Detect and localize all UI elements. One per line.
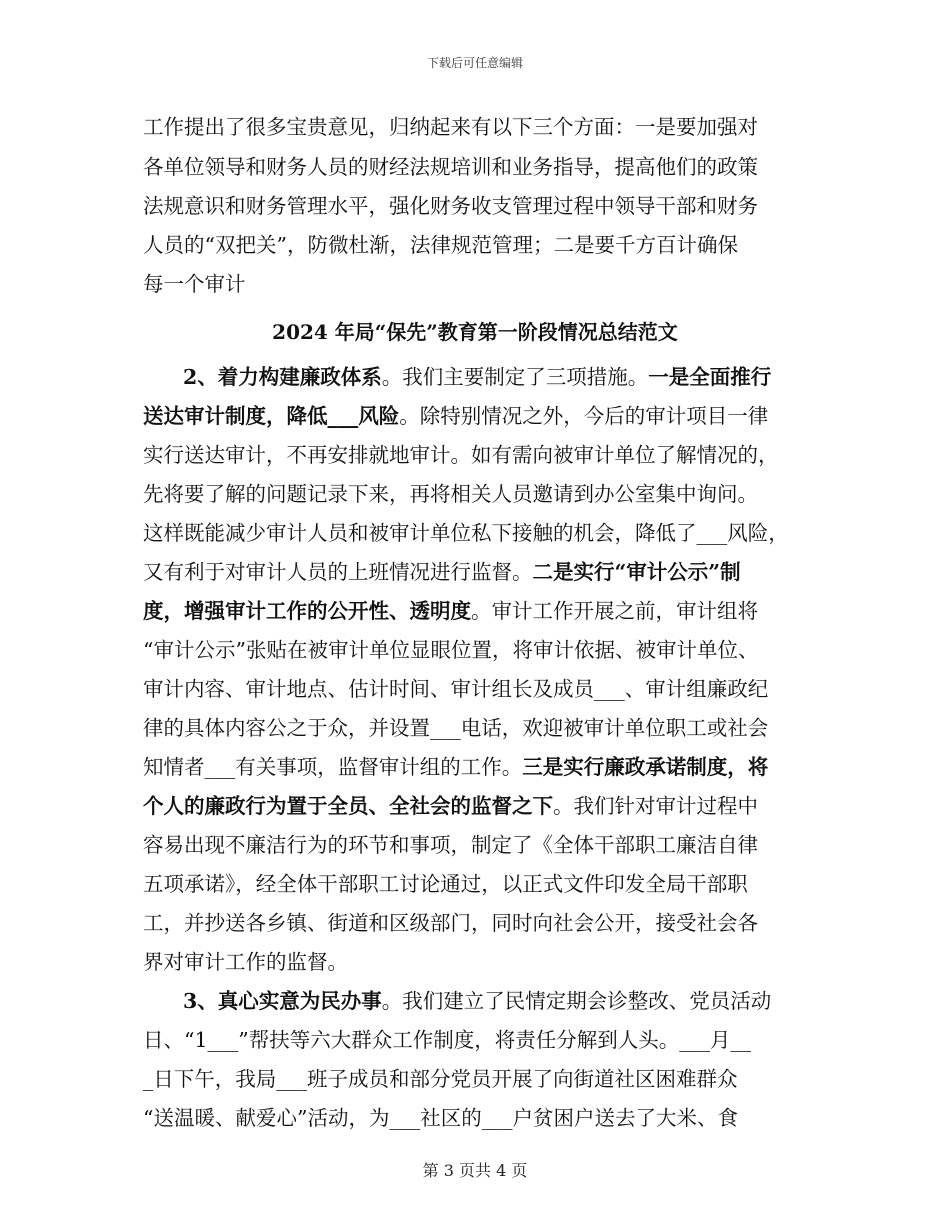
paragraph-2-line: 个人的廉政行为置于全员、全社会的监督之下。我们针对审计过程中: [143, 794, 758, 818]
paragraph-2-line: 工，并抄送各乡镇、街道和区级部门，同时向社会公开，接受社会各: [143, 911, 758, 935]
paragraph-2-line: 实行送达审计，不再安排就地审计。如有需向被审计单位了解情况的，: [143, 443, 779, 467]
bold-heading: 3、真心实意为民办事: [183, 989, 382, 1013]
bold-phrase: 度，增强审计工作的公开性、透明度: [143, 599, 471, 623]
paragraph-2-line: 送达审计制度，降低___风险。除特别情况之外，今后的审计项目一律: [143, 404, 769, 428]
bold-phrase: 送达审计制度，降低___风险: [143, 404, 400, 428]
bold-phrase: 一是全面推行: [648, 365, 772, 389]
paragraph-2-line: 界对审计工作的监督。: [143, 950, 348, 974]
document-title: 2024 年局“保先”教育第一阶段情况总结范文: [272, 320, 678, 344]
page-header: 下载后可任意编辑: [426, 56, 523, 70]
paragraph-2-line: 知情者___有关事项，监督审计组的工作。三是实行廉政承诺制度，将: [143, 755, 769, 779]
paragraph-2-line: 又有利于对审计人员的上班情况进行监督。二是实行“审计公示”制: [143, 560, 741, 584]
paragraph-2-line: “审计公示”张贴在被审计单位显眼位置，将审计依据、被审计单位、: [143, 638, 759, 662]
bold-phrase: 二是实行“审计公示”制: [532, 560, 741, 584]
paragraph-2-line: 2、着力构建廉政体系。我们主要制定了三项措施。一是全面推行: [183, 365, 772, 389]
bold-phrase: 三是实行廉政承诺制度，将: [522, 755, 769, 779]
paragraph-2-line: 容易出现不廉洁行为的环节和事项，制定了《全体干部职工廉洁自律: [143, 833, 758, 857]
body-text-line: 法规意识和财务管理水平，强化财务收支管理过程中领导干部和财务: [143, 194, 758, 218]
paragraph-3-line: 3、真心实意为民办事。我们建立了民情定期会诊整改、党员活动: [183, 989, 772, 1013]
page-footer: 第 3 页共 4 页: [422, 1161, 528, 1180]
paragraph-2-line: 先将要了解的问题记录下来，再将相关人员邀请到办公室集中询问。: [143, 482, 758, 506]
paragraph-2-line: 这样既能减少审计人员和被审计单位私下接触的机会，降低了___风险，: [143, 521, 789, 545]
paragraph-3-line: _日下午，我局___班子成员和部分党员开展了向街道社区困难群众: [143, 1067, 738, 1091]
body-text-line: 工作提出了很多宝贵意见，归纳起来有以下三个方面：一是要加强对: [143, 115, 758, 139]
paragraph-2-line: 律的具体内容公之于众，并设置___电话，欢迎被审计单位职工或社会: [143, 716, 769, 740]
body-text-line: 各单位领导和财务人员的财经法规培训和业务指导，提高他们的政策: [143, 155, 758, 179]
bold-phrase: 个人的廉政行为置于全员、全社会的监督之下: [143, 794, 553, 818]
body-text-line: 每一个审计: [143, 272, 246, 296]
bold-heading: 2、着力构建廉政体系: [183, 365, 382, 389]
paragraph-3-line: 日、“1___”帮扶等六大群众工作制度，将责任分解到人头。___月__: [143, 1028, 752, 1052]
paragraph-3-line: “送温暖、献爱心”活动，为___社区的___户贫困户送去了大米、食: [143, 1106, 738, 1130]
paragraph-2-line: 五项承诺》，经全体干部职工讨论通过，以正式文件印发全局干部职: [143, 872, 748, 896]
paragraph-2-line: 审计内容、审计地点、估计时间、审计组长及成员___、审计组廉政纪: [143, 677, 769, 701]
paragraph-2-line: 度，增强审计工作的公开性、透明度。审计工作开展之前，审计组将: [143, 599, 758, 623]
body-text-line: 人员的“双把关”，防微杜渐，法律规范管理；二是要千方百计确保: [143, 233, 738, 257]
